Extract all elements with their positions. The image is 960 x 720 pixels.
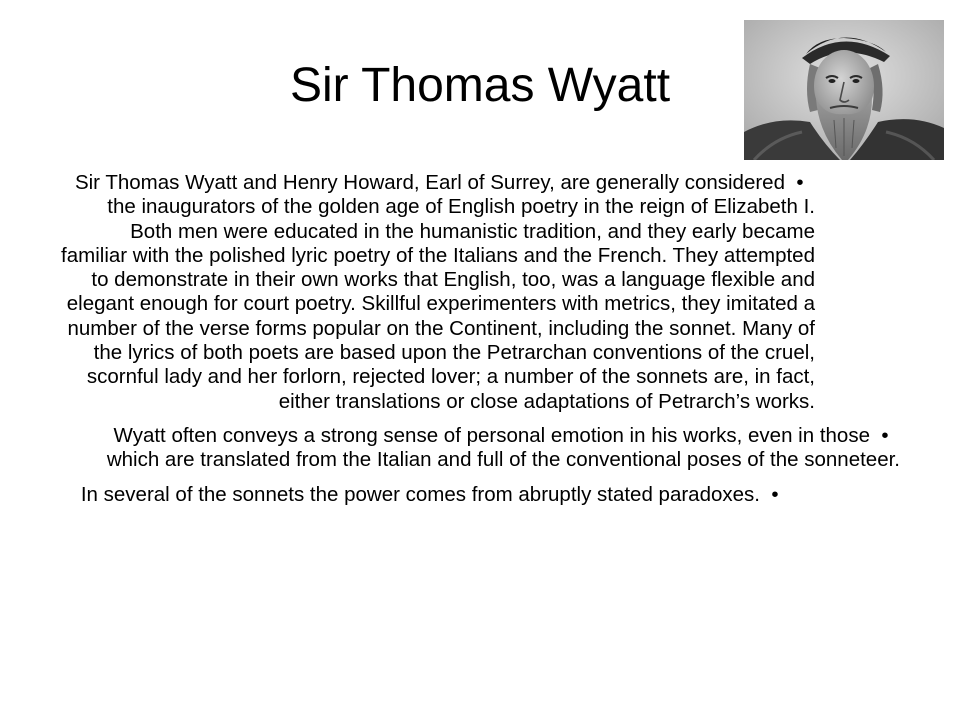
portrait-image	[744, 20, 944, 160]
bullet-item	[60, 424, 900, 473]
slide-body	[60, 171, 910, 517]
bullet-dot-icon: •	[881, 423, 889, 447]
bullet-text: Wyatt often conveys a strong sense of personal emotion in his works, even in those which are translated from the Italian and full of the conventional poses of the sonneteer.	[106, 423, 900, 472]
portrait-icon	[744, 20, 944, 160]
slide-title: Sir Thomas Wyatt	[289, 59, 671, 112]
bullet-dot-icon: •	[796, 171, 804, 194]
bullet-dot-icon: •	[771, 482, 779, 506]
bullet-item	[60, 171, 815, 414]
bullet-text: In several of the sonnets the power comes from abruptly stated paradoxes.	[80, 482, 760, 506]
bullet-item	[60, 483, 790, 507]
bullet-text: Sir Thomas Wyatt and Henry Howard, Earl of Surrey, are generally considered the inaugurators of the golden age of English poetry in the reign of Elizabeth I. Both men were educated in the humanistic tradition, and they early became familiar with the polished lyric poetry of the Italians and the French. They attempted to demonstrate in their own works that English, too, was a language flexible and elegant enough for court poetry. Skillful experimenters with metrics, they imitated a number of the verse forms popular on the Continent, including the sonnet. Many of the lyrics of both poets are based upon the Petrarchan conventions of the cruel, scornful lady and her forlorn, rejected lover; a number of the sonnets are, in fact, either translations or close adaptations of Petrarch’s works.	[61, 171, 815, 413]
